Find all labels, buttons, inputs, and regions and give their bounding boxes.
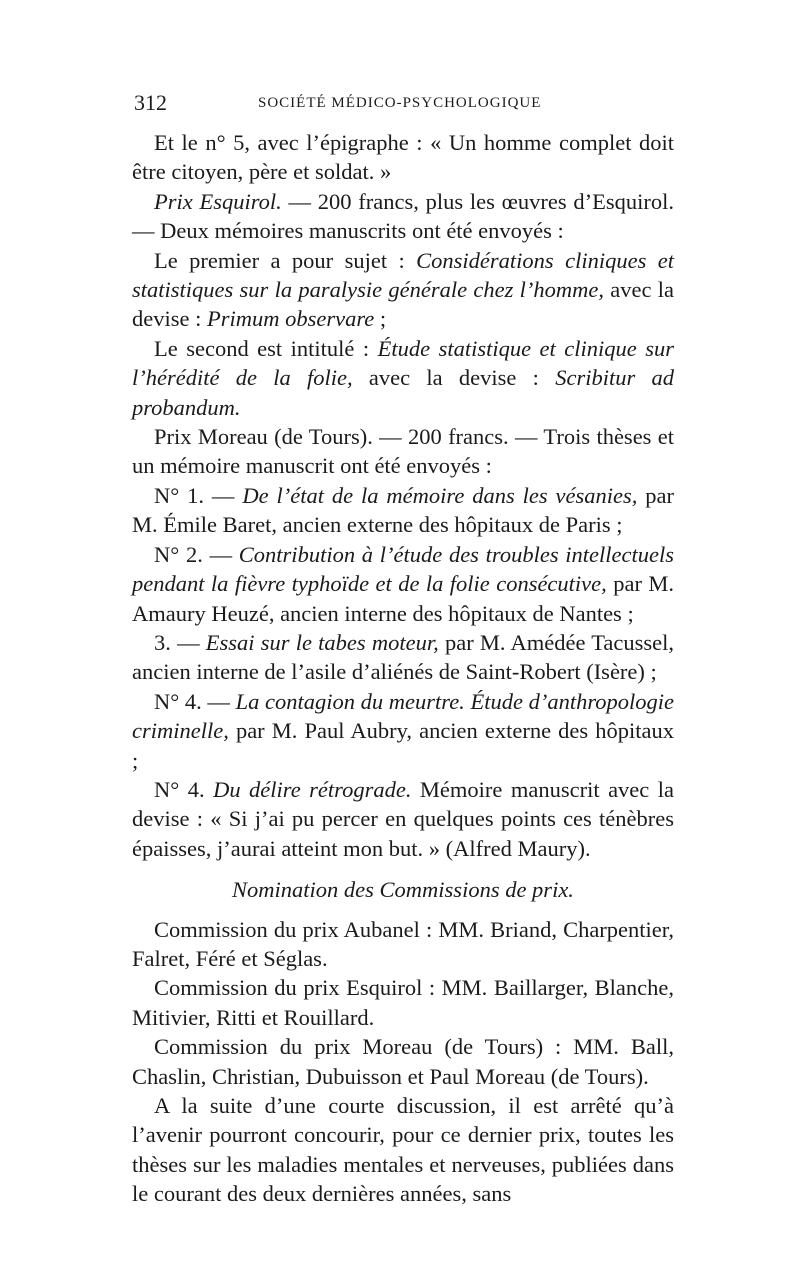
paragraph: Commission du prix Moreau (de Tours) : MM. Ball, Chaslin, Christian, Dubuisson et Paul Moreau (de Tours). — [132, 1034, 674, 1089]
paragraph: Prix Moreau (de Tours). — 200 francs. — Trois thèses et un mémoire manuscrit ont été envoyés : — [132, 424, 674, 479]
paragraph: Et le n° 5, avec l’épigraphe : « Un homme complet doit être citoyen, père et soldat. » — [132, 130, 674, 185]
paragraph: 3. — Essai sur le tabes moteur, par M. Amédée Tacussel, ancien interne de l’asile d’aliénés de Saint-Robert (Isère) ; — [132, 629, 675, 685]
paragraph: N° 2. — Contribution à l’étude des troubles intellectuels pendant la fièvre typhoïde et de la folie consécutive, par M. Amaury Heuzé, ancien interne des hôpitaux de Nantes ; — [132, 541, 675, 626]
paragraph: N° 4. — La contagion du meurtre. Étude d’anthropologie criminelle, par M. Paul Aubry, ancien externe des hôpitaux ; — [132, 688, 674, 773]
section-title: Nomination des Commissions de prix. — [232, 877, 574, 903]
paragraph: Commission du prix Aubanel : MM. Briand, Charpentier, Falret, Féré et Séglas. — [132, 916, 674, 971]
page-number: 312 — [134, 90, 167, 115]
paragraph: Prix Esquirol. — 200 francs, plus les œuvres d’Esquirol. — Deux mémoires manuscrits ont été envoyés : — [132, 188, 674, 244]
paragraph: Commission du prix Esquirol : MM. Baillarger, Blanche, Mitivier, Ritti et Rouillard. — [132, 975, 674, 1030]
paragraph: N° 4. Du délire rétrograde. Mémoire manuscrit avec la devise : « Si j’ai pu percer en quelques points ces ténèbres épaisses, j’aurai atteint mon but. » (Alfred Maury). — [132, 776, 674, 861]
running-title: SOCIÉTÉ MÉDICO-PSYCHOLOGIQUE — [258, 95, 542, 111]
page-header — [134, 84, 674, 114]
paragraph: A la suite d’une courte discussion, il est arrêté qu’à l’avenir pourront concourir, pour ce dernier prix, toutes les thèses sur les maladies mentales et nerveuses, publiées dans le courant des deux dernières années, sans — [132, 1093, 674, 1207]
body-text — [132, 128, 674, 1209]
paragraph: Le premier a pour sujet : Considérations cliniques et statistiques sur la paralysie générale chez l’homme, avec la devise : Primum observare ; — [132, 247, 675, 332]
paragraph: Le second est intitulé : Étude statistique et clinique sur l’hérédité de la folie, avec la devise : Scribitur ad probandum. — [132, 335, 674, 420]
paragraph: N° 1. — De l’état de la mémoire dans les vésanies, par M. Émile Baret, ancien externe des hôpitaux de Paris ; — [132, 482, 675, 538]
